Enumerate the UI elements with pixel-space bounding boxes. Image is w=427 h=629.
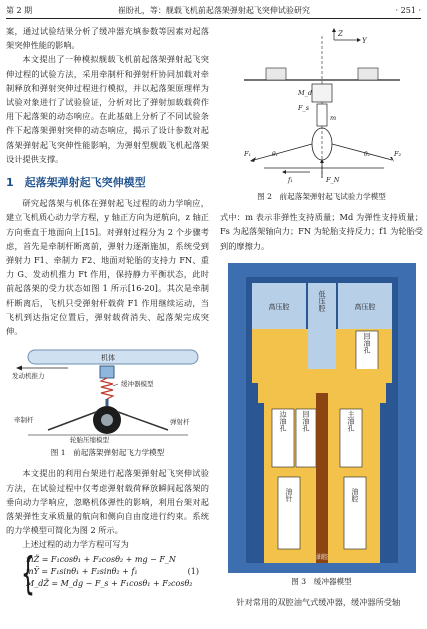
label-ret2: 回油孔 (301, 410, 310, 432)
header-title: 崔盼礼，等：舰载飞机前起落架弹射起飞突伸试验研究 (117, 5, 310, 15)
label-rod: 油针 (284, 487, 293, 502)
label-f1: F₁ (243, 150, 251, 158)
paragraph: 式中：m 表示非弹性支持质量；Md 为弹性支持质量；Fs 为起落架轴向力；FN 为轮胎支持反力；f1 为轮胎受到的摩擦力。 (220, 212, 423, 251)
metering-pin (316, 393, 328, 563)
label-oil-chamber: 油腔 (315, 553, 328, 561)
equation-number: (1) (187, 566, 199, 576)
label-z: Z (337, 30, 343, 38)
label-side: 边油孔 (278, 410, 287, 432)
figure-2-caption: 图 2 前起落架弹射起飞试验力学模型 (257, 192, 386, 201)
label-body: 机体 (100, 354, 115, 363)
paragraph: 案，通过试验结果分析了缓冲器充填参数等因素对起落架突伸性能的影响。 (6, 26, 209, 51)
label-y: Y (361, 37, 367, 45)
label-engine-thrust: 发动机推力 (11, 372, 44, 381)
label-lp: 低压腔 (317, 290, 326, 312)
label-shock: 缓冲器模型 (120, 380, 153, 389)
label-ret1: 回油孔 (362, 332, 371, 354)
mass-md (312, 84, 332, 102)
header-issue: 第 2 期 (6, 5, 33, 15)
figure-3-diagram (228, 263, 416, 573)
label-hp2: 高压腔 (354, 302, 375, 311)
label-theta1: θ₁ (271, 151, 278, 158)
left-column (6, 24, 209, 599)
equation-line: M_dZ̈ = M_dg − F_s + F₁cosθ₁ + F₂cosθ₂ (26, 578, 193, 588)
label-md: M_d (297, 89, 312, 97)
paragraph: 上述过程的动力学方程可写为 (22, 539, 129, 550)
label-oil: 油腔 (350, 487, 359, 502)
label-hp1: 高压腔 (268, 302, 289, 311)
label-m: m (329, 114, 336, 122)
label-tire: 轮胎压缩模型 (69, 436, 109, 445)
paragraph: 针对常用的双腔油气式缓冲器，缓冲器所受轴 (236, 597, 401, 608)
figure-1-diagram (8, 342, 208, 444)
label-f2: F₂ (393, 150, 401, 158)
right-column (220, 24, 423, 609)
mass-m (317, 104, 327, 126)
equation-line: mŸ = F₁sinθ₁ + F₂sinθ₂ + f₁ (26, 566, 138, 576)
header-page: · 251 · (395, 5, 421, 15)
equation-brace: { (21, 547, 35, 599)
label-holdback: 牵制杆 (13, 416, 33, 425)
paragraph: 本文提出的利用台架进行起落架弹射起飞突伸试验方法，在试验过程中仅考虑弹射载荷释放瞬间起落架的垂向动力学响应，忽略机体弹性的影响，利用台架对起落架弹性支承质量的航向和侧向自由度进行约束。系统的力学模型可简化为图 2 所示。 (6, 468, 209, 536)
label-catapult: 弹射杆 (169, 418, 189, 427)
figure-2-diagram (224, 28, 420, 188)
strut-top (100, 366, 114, 378)
paragraph: 本文提出了一种模拟舰载飞机前起落架弹射起飞突伸过程的试验方法，采用牵制杆和弹射杆协同加载对牵制释放和弹射突伸过程进行模拟，并以起落架原理样为试验对象进行了试验验证，分析对比了弹射加载载荷作用下起落架的动态响应。在此基础上分析了不同试验条件下起落架弹射突伸的动态响应，揭示了设计参数对起落架弹射起飞突伸性能影响，为弹射型舰载飞机起落架设计提供支撑。 (6, 54, 209, 164)
figure-3-caption: 图 3 缓冲器模型 (291, 576, 352, 586)
label-fs: F_s (297, 104, 309, 112)
label-friction: f₁ (287, 176, 293, 184)
figure-1-caption: 图 1 前起落架弹射起飞力学模型 (50, 448, 165, 458)
equation-line: mZ̈ = F₁cosθ₁ + F₂cosθ₂ + mg − F_N (26, 554, 176, 564)
running-header (6, 2, 421, 18)
header-rule (6, 18, 421, 19)
label-main: 主油孔 (346, 410, 355, 432)
label-theta2: θ₂ (363, 151, 370, 158)
section-heading: 1 起落架弹射起飞突伸模型 (6, 176, 146, 190)
equation-1 (6, 547, 209, 599)
paragraph: 研究起落架与机体在弹射起飞过程的动力学响应，建立飞机质心动力学方程，y 轴正方向为逆航向，z 轴正方向垂直于地面向上[15]。对弹射过程分为 2 个步骤考虑，首先是牵制杆断离前，弹射力逐渐施加，系统受到弹射力 F1、牵制力 F2、地面对轮胎的支持力 FN、重力 G、发动机推力 Ft 作用，保持静力平衡状态，此时前起落架的受力状态如图 1 所示[16-20]。其次是牵制杆断离后，飞机只受弹射杆载荷 F1 作用继续运动，当飞机到达指定位置后，弹射载荷消失、起落架完成突伸。 (6, 198, 209, 337)
label-fn: F_N (325, 176, 339, 184)
